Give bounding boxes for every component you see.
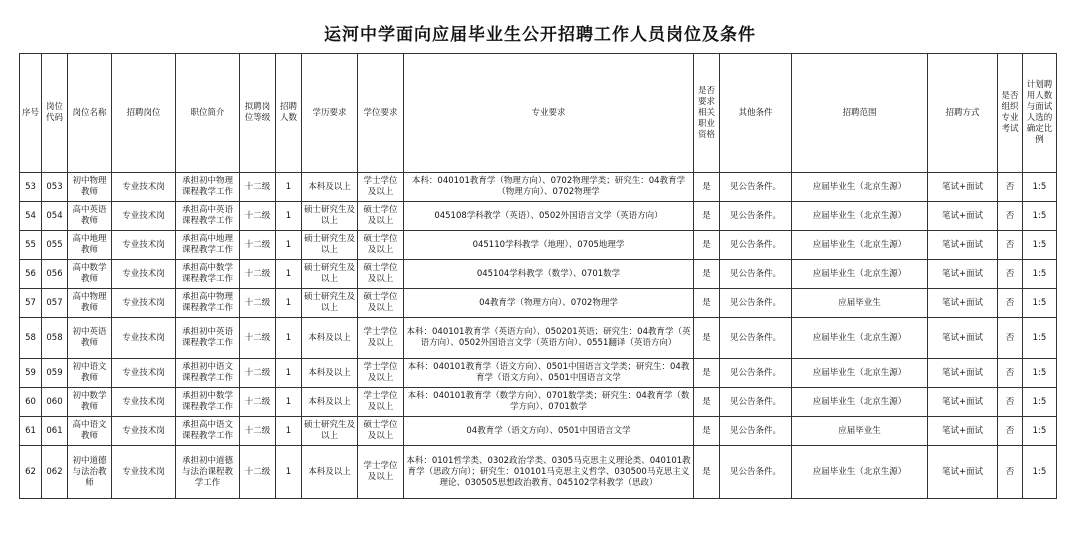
cell-post-type: 专业技术岗: [112, 446, 176, 499]
table-row: [20, 417, 1057, 446]
cell-education: 硕士研究生及以上: [302, 260, 358, 289]
cell-scope: 应届毕业生（北京生源）: [792, 318, 928, 359]
cell-method: 笔试+面试: [928, 388, 998, 417]
cell-exam: 否: [998, 388, 1023, 417]
cell-serial: 58: [20, 318, 42, 359]
table-row: [20, 359, 1057, 388]
cell-method: 笔试+面试: [928, 289, 998, 318]
cell-ratio: 1:5: [1023, 388, 1057, 417]
cell-post-code: 056: [42, 260, 68, 289]
cell-scope: 应届毕业生（北京生源）: [792, 446, 928, 499]
cell-scope: 应届毕业生（北京生源）: [792, 388, 928, 417]
cell-description: 承担初中物理课程教学工作: [176, 173, 240, 202]
header-row: [20, 54, 1057, 173]
cell-other: 见公告条件。: [720, 231, 792, 260]
header-cell: 招聘岗位: [112, 54, 176, 173]
header-cell: 学位要求: [358, 54, 404, 173]
cell-method: 笔试+面试: [928, 231, 998, 260]
cell-scope: 应届毕业生（北京生源）: [792, 231, 928, 260]
cell-count: 1: [276, 289, 302, 318]
cell-post-type: 专业技术岗: [112, 231, 176, 260]
cell-post-type: 专业技术岗: [112, 318, 176, 359]
cell-ratio: 1:5: [1023, 231, 1057, 260]
cell-other: 见公告条件。: [720, 388, 792, 417]
cell-major: 本科：040101教育学（物理方向）、0702物理学类；研究生：04教育学（物理方向）、0702物理学: [404, 173, 694, 202]
cell-qualification: 是: [694, 260, 720, 289]
table-row: [20, 260, 1057, 289]
cell-qualification: 是: [694, 289, 720, 318]
cell-qualification: 是: [694, 359, 720, 388]
cell-education: 本科及以上: [302, 388, 358, 417]
cell-post-name: 初中物理教师: [68, 173, 112, 202]
cell-serial: 53: [20, 173, 42, 202]
cell-post-type: 专业技术岗: [112, 359, 176, 388]
cell-serial: 60: [20, 388, 42, 417]
table-body: [20, 173, 1057, 499]
cell-qualification: 是: [694, 231, 720, 260]
cell-serial: 57: [20, 289, 42, 318]
cell-post-type: 专业技术岗: [112, 173, 176, 202]
cell-post-name: 初中道德与法治教师: [68, 446, 112, 499]
cell-count: 1: [276, 359, 302, 388]
table-row: [20, 289, 1057, 318]
cell-post-name: 初中英语教师: [68, 318, 112, 359]
table-row: [20, 318, 1057, 359]
recruitment-table: [19, 53, 1057, 499]
cell-serial: 54: [20, 202, 42, 231]
table-row: [20, 173, 1057, 202]
cell-count: 1: [276, 318, 302, 359]
cell-other: 见公告条件。: [720, 173, 792, 202]
cell-serial: 59: [20, 359, 42, 388]
cell-post-code: 060: [42, 388, 68, 417]
cell-degree: 硕士学位及以上: [358, 260, 404, 289]
cell-qualification: 是: [694, 446, 720, 499]
cell-education: 本科及以上: [302, 359, 358, 388]
page-title: 运河中学面向应届毕业生公开招聘工作人员岗位及条件: [324, 25, 756, 45]
cell-count: 1: [276, 417, 302, 446]
cell-grade: 十二级: [240, 388, 276, 417]
cell-degree: 硕士学位及以上: [358, 202, 404, 231]
header-cell: 专业要求: [404, 54, 694, 173]
cell-ratio: 1:5: [1023, 318, 1057, 359]
cell-post-name: 高中地理教师: [68, 231, 112, 260]
cell-qualification: 是: [694, 202, 720, 231]
cell-degree: 学士学位及以上: [358, 446, 404, 499]
cell-other: 见公告条件。: [720, 417, 792, 446]
cell-qualification: 是: [694, 417, 720, 446]
cell-exam: 否: [998, 173, 1023, 202]
cell-post-name: 高中物理教师: [68, 289, 112, 318]
cell-serial: 55: [20, 231, 42, 260]
cell-qualification: 是: [694, 318, 720, 359]
cell-method: 笔试+面试: [928, 202, 998, 231]
cell-post-code: 054: [42, 202, 68, 231]
cell-degree: 学士学位及以上: [358, 173, 404, 202]
cell-method: 笔试+面试: [928, 173, 998, 202]
cell-grade: 十二级: [240, 417, 276, 446]
cell-exam: 否: [998, 260, 1023, 289]
cell-major: 本科：040101教育学（英语方向）、050201英语；研究生：04教育学（英语方向）、0502外国语言文学（英语方向）、0551翻译（英语方向）: [404, 318, 694, 359]
cell-degree: 硕士学位及以上: [358, 417, 404, 446]
header-cell: 计划聘用人数与面试人选的确定比例: [1023, 54, 1057, 173]
cell-count: 1: [276, 231, 302, 260]
cell-major: 本科：0101哲学类、0302政治学类、0305马克思主义理论类、040101教育学（思政方向）；研究生：010101马克思主义哲学、030500马克思主义理论、030505思想政治教育、045102学科教学（思政）: [404, 446, 694, 499]
cell-major: 04教育学（物理方向）、0702物理学: [404, 289, 694, 318]
cell-exam: 否: [998, 417, 1023, 446]
cell-education: 硕士研究生及以上: [302, 417, 358, 446]
cell-qualification: 是: [694, 173, 720, 202]
cell-education: 硕士研究生及以上: [302, 202, 358, 231]
cell-exam: 否: [998, 202, 1023, 231]
cell-post-code: 058: [42, 318, 68, 359]
cell-education: 本科及以上: [302, 446, 358, 499]
header-cell: 是否要求相关职业资格: [694, 54, 720, 173]
header-cell: 岗位代码: [42, 54, 68, 173]
cell-exam: 否: [998, 359, 1023, 388]
cell-scope: 应届毕业生（北京生源）: [792, 202, 928, 231]
cell-education: 硕士研究生及以上: [302, 231, 358, 260]
header-cell: 招聘范围: [792, 54, 928, 173]
cell-exam: 否: [998, 446, 1023, 499]
cell-qualification: 是: [694, 388, 720, 417]
cell-post-name: 高中数学教师: [68, 260, 112, 289]
cell-degree: 学士学位及以上: [358, 359, 404, 388]
cell-degree: 硕士学位及以上: [358, 289, 404, 318]
cell-post-code: 055: [42, 231, 68, 260]
cell-major: 045104学科教学（数学）、0701数学: [404, 260, 694, 289]
header-cell: 拟聘岗位等级: [240, 54, 276, 173]
cell-ratio: 1:5: [1023, 417, 1057, 446]
cell-scope: 应届毕业生（北京生源）: [792, 359, 928, 388]
table-row: [20, 231, 1057, 260]
header-cell: 职位简介: [176, 54, 240, 173]
cell-method: 笔试+面试: [928, 359, 998, 388]
cell-other: 见公告条件。: [720, 359, 792, 388]
cell-other: 见公告条件。: [720, 289, 792, 318]
table-row: [20, 446, 1057, 499]
cell-other: 见公告条件。: [720, 260, 792, 289]
cell-serial: 62: [20, 446, 42, 499]
table-row: [20, 202, 1057, 231]
cell-ratio: 1:5: [1023, 289, 1057, 318]
cell-post-code: 053: [42, 173, 68, 202]
cell-major: 045110学科教学（地理）、0705地理学: [404, 231, 694, 260]
cell-grade: 十二级: [240, 446, 276, 499]
cell-post-code: 059: [42, 359, 68, 388]
cell-grade: 十二级: [240, 289, 276, 318]
cell-serial: 61: [20, 417, 42, 446]
cell-education: 本科及以上: [302, 173, 358, 202]
cell-major: 045108学科教学（英语）、0502外国语言文学（英语方向）: [404, 202, 694, 231]
cell-scope: 应届毕业生（北京生源）: [792, 173, 928, 202]
cell-other: 见公告条件。: [720, 446, 792, 499]
cell-ratio: 1:5: [1023, 260, 1057, 289]
cell-major: 本科：040101教育学（数学方向）、0701数学类；研究生：04教育学（数学方向）、0701数学: [404, 388, 694, 417]
cell-post-type: 专业技术岗: [112, 388, 176, 417]
cell-degree: 硕士学位及以上: [358, 231, 404, 260]
cell-description: 承担初中数学课程教学工作: [176, 388, 240, 417]
cell-description: 承担高中英语课程教学工作: [176, 202, 240, 231]
cell-count: 1: [276, 446, 302, 499]
cell-count: 1: [276, 260, 302, 289]
cell-education: 本科及以上: [302, 318, 358, 359]
header-cell: 招聘方式: [928, 54, 998, 173]
cell-exam: 否: [998, 231, 1023, 260]
cell-grade: 十二级: [240, 260, 276, 289]
header-cell: 招聘人数: [276, 54, 302, 173]
cell-exam: 否: [998, 289, 1023, 318]
cell-method: 笔试+面试: [928, 417, 998, 446]
cell-ratio: 1:5: [1023, 359, 1057, 388]
cell-count: 1: [276, 173, 302, 202]
cell-description: 承担初中语文课程教学工作: [176, 359, 240, 388]
cell-post-code: 062: [42, 446, 68, 499]
header-cell: 学历要求: [302, 54, 358, 173]
cell-description: 承担初中道德与法治课程教学工作: [176, 446, 240, 499]
cell-count: 1: [276, 202, 302, 231]
cell-grade: 十二级: [240, 202, 276, 231]
cell-post-name: 初中数学教师: [68, 388, 112, 417]
cell-grade: 十二级: [240, 173, 276, 202]
cell-post-type: 专业技术岗: [112, 202, 176, 231]
cell-description: 承担高中物理课程教学工作: [176, 289, 240, 318]
cell-count: 1: [276, 388, 302, 417]
cell-ratio: 1:5: [1023, 173, 1057, 202]
cell-post-type: 专业技术岗: [112, 289, 176, 318]
cell-post-code: 057: [42, 289, 68, 318]
cell-method: 笔试+面试: [928, 260, 998, 289]
cell-exam: 否: [998, 318, 1023, 359]
cell-degree: 学士学位及以上: [358, 318, 404, 359]
cell-post-name: 高中语文教师: [68, 417, 112, 446]
cell-description: 承担高中地理课程教学工作: [176, 231, 240, 260]
cell-post-type: 专业技术岗: [112, 260, 176, 289]
header-cell: 序号: [20, 54, 42, 173]
cell-post-code: 061: [42, 417, 68, 446]
cell-post-name: 高中英语教师: [68, 202, 112, 231]
cell-scope: 应届毕业生: [792, 417, 928, 446]
cell-scope: 应届毕业生（北京生源）: [792, 260, 928, 289]
header-cell: 其他条件: [720, 54, 792, 173]
cell-degree: 学士学位及以上: [358, 388, 404, 417]
header-cell: 岗位名称: [68, 54, 112, 173]
cell-grade: 十二级: [240, 231, 276, 260]
cell-serial: 56: [20, 260, 42, 289]
cell-description: 承担高中数学课程教学工作: [176, 260, 240, 289]
cell-method: 笔试+面试: [928, 446, 998, 499]
cell-grade: 十二级: [240, 318, 276, 359]
cell-description: 承担高中语文课程教学工作: [176, 417, 240, 446]
cell-scope: 应届毕业生: [792, 289, 928, 318]
cell-ratio: 1:5: [1023, 446, 1057, 499]
cell-post-name: 初中语文教师: [68, 359, 112, 388]
table-row: [20, 388, 1057, 417]
cell-method: 笔试+面试: [928, 318, 998, 359]
cell-major: 本科：040101教育学（语文方向）、0501中国语言文学类；研究生：04教育学（语文方向）、0501中国语言文学: [404, 359, 694, 388]
cell-post-type: 专业技术岗: [112, 417, 176, 446]
cell-ratio: 1:5: [1023, 202, 1057, 231]
cell-other: 见公告条件。: [720, 318, 792, 359]
cell-other: 见公告条件。: [720, 202, 792, 231]
cell-education: 硕士研究生及以上: [302, 289, 358, 318]
cell-grade: 十二级: [240, 359, 276, 388]
header-cell: 是否组织专业考试: [998, 54, 1023, 173]
cell-description: 承担初中英语课程教学工作: [176, 318, 240, 359]
cell-major: 04教育学（语文方向）、0501中国语言文学: [404, 417, 694, 446]
